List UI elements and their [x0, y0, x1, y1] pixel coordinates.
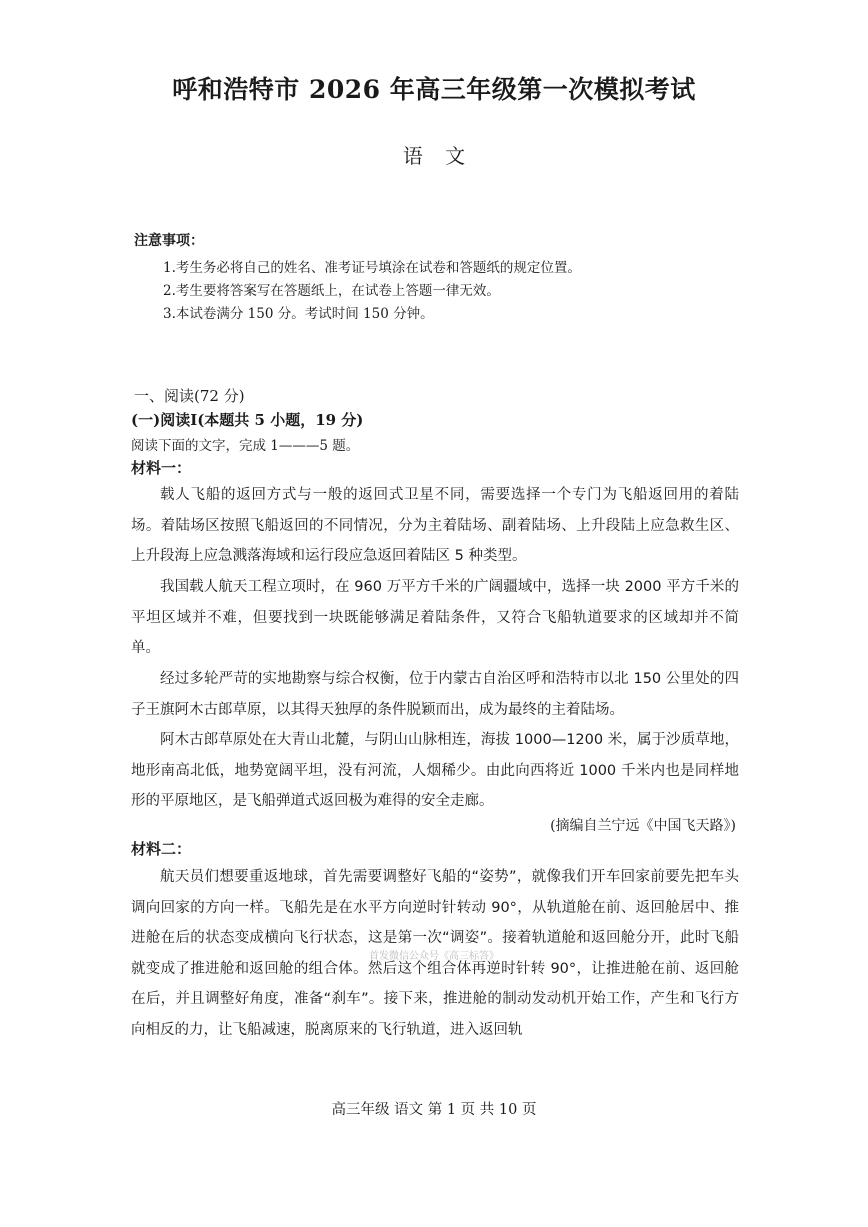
watermark: 首发微信公众号《高三标答》 [369, 951, 499, 962]
notice-item: 1.考生务必将自己的姓名、准考证号填涂在试卷和答题纸的规定位置。 [163, 260, 581, 276]
paragraph: 经过多轮严苛的实地勘察与综合权衡，位于内蒙古自治区呼和浩特市以北 150 公里处的四子王旗阿木古郎草原，以其得天独厚的条件脱颖而出，成为最终的主着陆场。 [131, 671, 739, 718]
paragraph: 阿木古郎草原处在大青山北麓，与阴山山脉相连，海拔 1000—1200 米，属于沙质草地，地形南高北低，地势宽阔平坦，没有河流，人烟稀少。由此向西将近 1000 千米内也是同样地形的平原地区，是飞船弹道式返回极为难得的安全走廊。 [131, 732, 739, 809]
source-citation: (摘编自兰宁远《中国飞天路》) [550, 818, 736, 834]
material-two-label: 材料二： [131, 840, 192, 858]
page-footer: 高三年级 语文 第 1 页 共 10 页 [331, 1102, 537, 1118]
exam-title: 呼和浩特市 2026 年高三年级第一次模拟考试 [172, 75, 696, 104]
reading-instruction: 阅读下面的文字，完成 1———5 题。 [131, 438, 360, 454]
sub-section-heading: (一)阅读Ⅰ(本题共 5 小题，19 分) [131, 411, 364, 429]
paragraph: 航天员们想要重返地球，首先需要调整好飞船的“姿势”，就像我们开车回家前要先把车头调向回家的方向一样。飞船先是在水平方向逆时针转动 90°，从轨道舱在前、返回舱居中、推进舱在后的状态变成横向飞行状态，这是第一次“调姿”。接着轨道舱和返回舱分开，此时飞船就变成了推进舱和返回舱的组合体。然后这个组合体再逆时针转 90°，让推进舱在前、返回舱在后，并且调整好角度，准备“刹车”。接下来，推进舱的制动发动机开始工作，产生和飞行方向相反的力，让飞船减速，脱离原来的飞行轨道，进入返回轨 [131, 869, 739, 1038]
notice-heading: 注意事项： [134, 233, 204, 249]
notice-item: 2.考生要将答案写在答题纸上，在试卷上答题一律无效。 [163, 283, 500, 299]
paragraph: 载人飞船的返回方式与一般的返回式卫星不同，需要选择一个专门为飞船返回用的着陆场。着陆场区按照飞船返回的不同情况，分为主着陆场、副着陆场、上升段陆上应急救生区、上升段海上应急溅落海域和运行段应急返回着陆区 5 种类型。 [131, 487, 739, 564]
material-one-label: 材料一： [131, 459, 192, 477]
subject-title: 语 文 [402, 144, 466, 168]
section-heading: 一、阅读(72 分) [134, 387, 245, 405]
paragraph: 我国载人航天工程立项时，在 960 万平方千米的广阔疆域中，选择一块 2000 平方千米的平坦区域并不难，但要找到一块既能够满足着陆条件，又符合飞船轨道要求的区域却并不简单。 [131, 579, 739, 656]
notice-item: 3.本试卷满分 150 分。考试时间 150 分钟。 [163, 306, 434, 322]
